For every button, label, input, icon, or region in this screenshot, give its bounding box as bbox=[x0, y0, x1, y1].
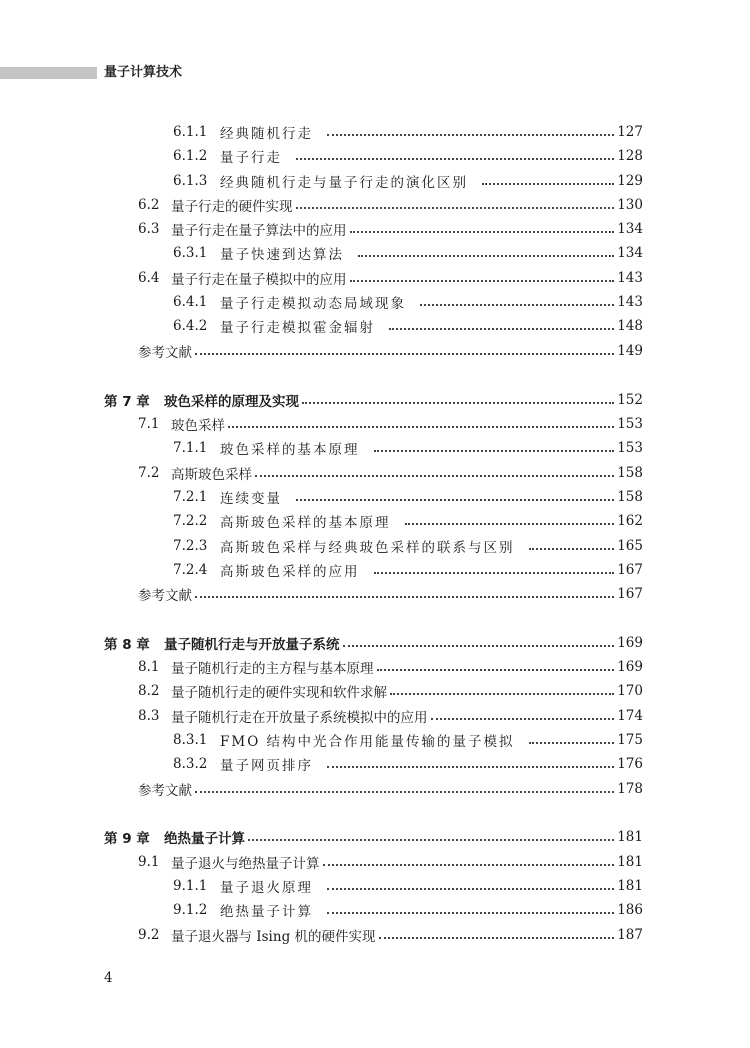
section-title: 连续变量 bbox=[220, 491, 282, 507]
chapter-number: 第 8 章 bbox=[104, 637, 150, 653]
page-ref: 178 bbox=[617, 781, 643, 797]
page-ref: 134 bbox=[617, 221, 643, 237]
dot-leader bbox=[529, 548, 615, 550]
running-header-title: 量子计算技术 bbox=[104, 65, 183, 80]
section-title: 量子退火器与 Ising 机的硬件实现 bbox=[171, 929, 376, 945]
section-title: 经典随机行走 bbox=[220, 126, 313, 142]
page-ref: 170 bbox=[617, 683, 643, 699]
dot-leader bbox=[529, 742, 615, 744]
page-ref: 181 bbox=[617, 829, 643, 845]
toc-entry-7-1-1 bbox=[173, 437, 643, 459]
toc-entry-references-8 bbox=[138, 778, 643, 800]
section-title: 量子快速到达算法 bbox=[220, 247, 344, 263]
section-number: 7.2 bbox=[138, 465, 160, 481]
toc-chapter-7 bbox=[104, 389, 643, 411]
section-title: 量子行走模拟动态局域现象 bbox=[220, 296, 406, 312]
section-title: 参考文献 bbox=[138, 783, 192, 799]
page-ref: 181 bbox=[617, 878, 643, 894]
section-number: 8.3 bbox=[138, 708, 160, 724]
toc-chapter-8 bbox=[104, 632, 643, 654]
toc-entry-9-1 bbox=[138, 851, 643, 873]
section-number: 7.1.1 bbox=[173, 440, 208, 456]
section-number: 6.3 bbox=[138, 221, 160, 237]
toc-entry-7-1 bbox=[138, 413, 643, 435]
toc-entry-7-2-1 bbox=[173, 486, 643, 508]
section-number: 8.1 bbox=[138, 659, 160, 675]
page-ref: 149 bbox=[617, 343, 643, 359]
section-number: 9.2 bbox=[138, 927, 160, 943]
toc-entry-6-4 bbox=[138, 267, 643, 289]
dot-leader bbox=[390, 693, 614, 695]
section-title: 量子退火与绝热量子计算 bbox=[171, 856, 320, 872]
page-ref: 134 bbox=[617, 245, 643, 261]
section-title: 高斯玻色采样与经典玻色采样的联系与区别 bbox=[220, 540, 515, 556]
section-number: 6.4 bbox=[138, 270, 160, 286]
section-title: 绝热量子计算 bbox=[220, 904, 313, 920]
dot-leader bbox=[195, 353, 614, 355]
dot-leader bbox=[482, 183, 614, 185]
page-ref: 174 bbox=[617, 708, 643, 724]
section-number: 9.1.2 bbox=[173, 902, 208, 918]
dot-leader bbox=[302, 402, 614, 404]
toc-entry-6-2 bbox=[138, 194, 643, 216]
section-title: 量子随机行走在开放量子系统模拟中的应用 bbox=[171, 710, 428, 726]
page-ref: 158 bbox=[617, 489, 643, 505]
toc-entry-6-1-1 bbox=[173, 121, 643, 143]
section-number: 7.2.2 bbox=[173, 513, 208, 529]
section-number: 8.3.1 bbox=[173, 732, 208, 748]
section-title: 量子行走 bbox=[220, 150, 282, 166]
chapter-title: 量子随机行走与开放量子系统 bbox=[164, 637, 340, 653]
dot-leader bbox=[405, 523, 615, 525]
section-title: 高斯玻色采样的应用 bbox=[220, 564, 360, 580]
section-number: 7.2.1 bbox=[173, 489, 208, 505]
dot-leader bbox=[195, 791, 614, 793]
page-ref: 165 bbox=[617, 538, 643, 554]
page-ref: 158 bbox=[617, 465, 643, 481]
section-number: 9.1.1 bbox=[173, 878, 208, 894]
dot-leader bbox=[379, 937, 615, 939]
dot-leader bbox=[327, 888, 614, 890]
page-ref: 143 bbox=[617, 270, 643, 286]
chapter-number: 第 9 章 bbox=[104, 831, 150, 847]
toc-entry-8-3 bbox=[138, 705, 643, 727]
dot-leader bbox=[420, 304, 614, 306]
section-title: 量子行走模拟霍金辐射 bbox=[220, 320, 375, 336]
toc-entry-8-3-2 bbox=[173, 753, 643, 775]
dot-leader bbox=[296, 158, 614, 160]
toc-entry-8-2 bbox=[138, 680, 643, 702]
page-ref: 187 bbox=[617, 927, 643, 943]
page-ref: 176 bbox=[617, 756, 643, 772]
section-title: 量子退火原理 bbox=[220, 880, 313, 896]
section-title: 量子行走在量子算法中的应用 bbox=[171, 223, 347, 239]
section-title: 量子网页排序 bbox=[220, 758, 313, 774]
dot-leader bbox=[374, 450, 615, 452]
toc-entry-6-4-2 bbox=[173, 315, 643, 337]
page-ref: 169 bbox=[617, 635, 643, 651]
dot-leader bbox=[195, 596, 614, 598]
toc-entry-8-1 bbox=[138, 656, 643, 678]
section-title: 量子行走在量子模拟中的应用 bbox=[171, 272, 347, 288]
section-number: 6.4.1 bbox=[173, 294, 208, 310]
section-number: 9.1 bbox=[138, 854, 160, 870]
dot-leader bbox=[358, 255, 614, 257]
section-title: 高斯玻色采样的基本原理 bbox=[220, 515, 391, 531]
page-ref: 128 bbox=[617, 148, 643, 164]
toc-entry-references-6 bbox=[138, 340, 643, 362]
page-ref: 169 bbox=[617, 659, 643, 675]
dot-leader bbox=[327, 134, 614, 136]
dot-leader bbox=[343, 645, 615, 647]
dot-leader bbox=[350, 280, 615, 282]
toc-entry-references-7 bbox=[138, 583, 643, 605]
dot-leader bbox=[350, 231, 615, 233]
page-ref: 167 bbox=[617, 562, 643, 578]
page-ref: 127 bbox=[617, 124, 643, 140]
page-ref: 148 bbox=[617, 318, 643, 334]
section-number: 6.4.2 bbox=[173, 318, 208, 334]
dot-leader bbox=[389, 328, 614, 330]
toc-entry-7-2-2 bbox=[173, 510, 643, 532]
toc-entry-8-3-1 bbox=[173, 729, 643, 751]
dot-leader bbox=[296, 499, 614, 501]
section-number: 7.2.3 bbox=[173, 538, 208, 554]
page-ref: 143 bbox=[617, 294, 643, 310]
dot-leader bbox=[327, 912, 614, 914]
dot-leader bbox=[431, 718, 615, 720]
section-number: 6.1.3 bbox=[173, 173, 208, 189]
page-ref: 152 bbox=[617, 392, 643, 408]
page-ref: 130 bbox=[617, 197, 643, 213]
toc-entry-7-2-3 bbox=[173, 535, 643, 557]
page-ref: 175 bbox=[617, 732, 643, 748]
toc-entry-7-2 bbox=[138, 462, 643, 484]
section-title: 量子随机行走的主方程与基本原理 bbox=[171, 661, 374, 677]
dot-leader bbox=[377, 669, 615, 671]
chapter-title: 绝热量子计算 bbox=[164, 831, 245, 847]
toc-entry-9-1-1 bbox=[173, 875, 643, 897]
toc-entry-6-1-3 bbox=[173, 170, 643, 192]
section-title: 参考文献 bbox=[138, 345, 192, 361]
page-ref: 181 bbox=[617, 854, 643, 870]
dot-leader bbox=[248, 839, 614, 841]
section-number: 8.2 bbox=[138, 683, 160, 699]
section-number: 8.3.2 bbox=[173, 756, 208, 772]
section-number: 6.3.1 bbox=[173, 245, 208, 261]
page-ref: 129 bbox=[617, 173, 643, 189]
toc-entry-9-2 bbox=[138, 924, 643, 946]
section-number: 6.1.1 bbox=[173, 124, 208, 140]
section-title: 参考文献 bbox=[138, 588, 192, 604]
page-ref: 153 bbox=[617, 416, 643, 432]
section-number: 7.2.4 bbox=[173, 562, 208, 578]
page-number: 4 bbox=[104, 970, 113, 986]
section-title: 量子随机行走的硬件实现和软件求解 bbox=[171, 685, 387, 701]
section-number: 6.1.2 bbox=[173, 148, 208, 164]
section-title: 玻色采样的基本原理 bbox=[220, 442, 360, 458]
toc-entry-6-3-1 bbox=[173, 242, 643, 264]
dot-leader bbox=[255, 475, 614, 477]
page-ref: 186 bbox=[617, 902, 643, 918]
page-ref: 167 bbox=[617, 586, 643, 602]
section-title: 玻色采样 bbox=[171, 418, 225, 434]
toc-chapter-9 bbox=[104, 826, 643, 848]
toc-entry-9-1-2 bbox=[173, 899, 643, 921]
dot-leader bbox=[323, 864, 615, 866]
page-ref: 162 bbox=[617, 513, 643, 529]
page-ref: 153 bbox=[617, 440, 643, 456]
dot-leader bbox=[228, 426, 614, 428]
chapter-title: 玻色采样的原理及实现 bbox=[164, 394, 299, 410]
chapter-number: 第 7 章 bbox=[104, 394, 150, 410]
section-title: FMO 结构中光合作用能量传输的量子模拟 bbox=[220, 734, 515, 750]
dot-leader bbox=[374, 572, 615, 574]
section-title: 经典随机行走与量子行走的演化区别 bbox=[220, 175, 468, 191]
section-number: 7.1 bbox=[138, 416, 160, 432]
dot-leader bbox=[327, 766, 614, 768]
section-number: 6.2 bbox=[138, 197, 160, 213]
toc-entry-6-1-2 bbox=[173, 145, 643, 167]
toc-entry-6-3 bbox=[138, 218, 643, 240]
section-title: 量子行走的硬件实现 bbox=[171, 199, 293, 215]
dot-leader bbox=[296, 207, 615, 209]
toc-entry-6-4-1 bbox=[173, 291, 643, 313]
toc-entry-7-2-4 bbox=[173, 559, 643, 581]
section-title: 高斯玻色采样 bbox=[171, 467, 252, 483]
